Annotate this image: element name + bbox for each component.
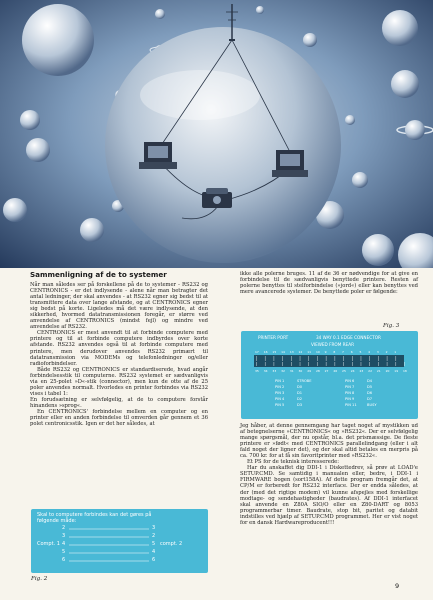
right-column-lower xyxy=(240,423,418,526)
pin-number-bottom: 23 xyxy=(359,369,364,373)
pin-number-top: 11 xyxy=(307,350,312,354)
pin-label: PIN 7 xyxy=(345,385,355,389)
page-number: 9 xyxy=(395,582,400,590)
fig2-right-number: 6 xyxy=(152,557,156,563)
view-label: VIEWED FROM REAR xyxy=(311,342,354,347)
printer-port-label: PRINTER PORT xyxy=(258,335,289,340)
pin-label: PIN 4 xyxy=(275,397,285,401)
pin-number-top: 1 xyxy=(394,350,397,354)
paragraph: Når man således ser på forskellene på de to systemer - RS232 og CENTRONICS - er det indlysende - alene når man betragter det antal ledninger, der skal anvendes - at RS232 egner sig bedst til at transmittere data over lange afstande, og at CENTRONICS egner sig bedst på korte. Ligeledes må det være indlysende, at den sikkerhed, hvormed datatransmissionen foregår, er større ved anvendelse af CENTRONICS (mindst fejl) og mindre ved anvendelse af RS232. xyxy=(30,282,208,331)
fig2-right-number: 5 xyxy=(152,541,156,547)
pin-number-top: 13 xyxy=(289,350,294,354)
pin-number-bottom: 34 xyxy=(263,369,268,373)
paragraph: En CENTRONICS' forbindelse mellem en computer og en printer eller en anden forbindelse til omverden går gennem et 36 polet centronicsstik. Igen er det her således, at xyxy=(30,408,208,428)
fig2-right-number: 4 xyxy=(152,549,156,555)
fig2-line: Skal to computere forbindes kan det gøres på xyxy=(37,512,152,518)
pin-number-top: 17 xyxy=(255,350,259,354)
fig2-left-number: 4 xyxy=(62,541,66,547)
pin-number-bottom: 28 xyxy=(315,369,320,373)
pin-number-top: 12 xyxy=(298,350,303,354)
fig3-box xyxy=(241,331,418,419)
pin-number-bottom: 26 xyxy=(333,369,338,373)
pin-signal: BUSY xyxy=(367,403,377,407)
pin-number-top: 5 xyxy=(359,350,362,354)
pin-number-top: 10 xyxy=(315,350,320,354)
left-column xyxy=(30,270,208,427)
pin-number-top: 4 xyxy=(368,350,371,354)
pin-number-bottom: 32 xyxy=(281,369,285,373)
pin-number-bottom: 19 xyxy=(394,369,399,373)
pin-number-top: 15 xyxy=(272,350,277,354)
right-column xyxy=(240,271,418,295)
pin-signal: D3 xyxy=(297,403,303,407)
pin-number-top: 7 xyxy=(342,350,344,354)
pin-label: PIN 8 xyxy=(345,391,355,395)
pin-signal: D7 xyxy=(367,397,373,401)
pin-signal: STROBE xyxy=(297,379,312,383)
pin-signal: D6 xyxy=(367,391,373,395)
paragraph: Både RS232 og CENTRONICS er standardiserede, hvad angår forbindelsesstik til computerne. RS232 systemet er sædvanligvis via en 25-polet »D«-stik (connector), men kun de otte af de 25 poler anvendes normalt. Hvorledes en printer forbindes via RS232 vises i tabel 1: xyxy=(30,366,208,397)
space-scene xyxy=(0,0,433,268)
pin-label: PIN 1 xyxy=(275,379,285,383)
fig2-right-label: compt. 2 xyxy=(160,541,183,547)
pin-label: PIN 9 xyxy=(345,397,355,401)
edge-connector-diagram xyxy=(241,331,418,419)
pin-number-top: 9 xyxy=(324,350,327,354)
fig2-left-number: 3 xyxy=(62,533,66,539)
pin-signal: D5 xyxy=(367,385,373,389)
pin-signal: D1 xyxy=(297,391,303,395)
hero-illustration xyxy=(0,0,433,268)
pin-number-bottom: 25 xyxy=(342,369,346,373)
computer-left-icon xyxy=(139,142,177,169)
pin-number-bottom: 21 xyxy=(376,369,381,373)
pin-label: PIN 5 xyxy=(275,403,285,407)
pin-number-top: 16 xyxy=(263,350,268,354)
paragraph: CENTRONICS er mest anvendt til at forbinde computere med printere og til at forbinde computere indbyrdes over korte afstande. RS232 anvendes også til at forbinde computere med printere, men derudover anvendes RS232 primært til datatransmission via MODEMs og telefonledninger og/eller radioforbindelser. xyxy=(30,330,208,367)
fig2-line: følgende måde: xyxy=(37,518,77,524)
pin-signal: D0 xyxy=(297,385,303,389)
pin-number-bottom: 35 xyxy=(255,369,259,373)
paragraph: Et PS for de teknisk interesserede: xyxy=(247,459,339,466)
pin-number-top: 2 xyxy=(385,350,388,354)
paragraph: Har du anskaffet dig DDI-1 i Diskettedrev, så prøv at LOAD'e SETUP.CMD. Se samtidig i manualen eller, bedre, i DDI-1 i FIRMWARE bogen (sort158A). Af dette program fremgår det, at CP/M er forberedt for RS232 interface. Der er endda således, at der (med det rigtige modem) vil kunne afspejles med forskellige modtage- og sendehastigheder (baudrates). Af DDI-1 interfacet skal anvende en Z80A SIO/O eller en Z80-DART og 8053 programmerbar timer. Baudrate, stop bit, paritet og databit indstilles ved hjælp af SETUP.CMD programmet. Her er vist noget for en dansk Hardwareproducent!!! xyxy=(240,465,418,526)
fig2-right-number: 2 xyxy=(152,533,156,539)
pin-number-top: 3 xyxy=(376,350,379,354)
pin-number-top: 14 xyxy=(281,350,285,354)
fig2-right-number: 3 xyxy=(152,525,156,531)
pin-number-bottom: 31 xyxy=(289,369,294,373)
pin-signal: D2 xyxy=(297,397,303,401)
pin-number-bottom: 29 xyxy=(307,369,312,373)
pin-number-bottom: 27 xyxy=(324,369,329,373)
pin-number-bottom: 18 xyxy=(403,369,407,373)
pin-number-bottom: 22 xyxy=(368,369,373,373)
paragraph: ikke alle polerne bruges. 11 af de 36 er nødvendige for at give en forbindelse til de sædvanligvis benyttede printere. Resten af polerne benyttes til stelforbindelse (»jord«) eller kan benyttes ved mere avancerede systemer. De benyttede poler er følgende: xyxy=(240,271,418,296)
pin-signal: D4 xyxy=(367,379,373,383)
edge-connector xyxy=(254,355,404,367)
pin-label: PIN 6 xyxy=(345,379,355,383)
fig2-left-number: 5 xyxy=(62,549,66,555)
paragraph: En forudsætning er selvfølgelig, at de to computere forstår hinandens »sprog«. xyxy=(30,396,208,409)
pin-label: PIN 3 xyxy=(275,391,285,395)
pin-number-bottom: 20 xyxy=(385,369,390,373)
fig2-caption: Fig. 2 xyxy=(31,576,48,582)
fig2-left-number: 2 xyxy=(62,525,66,531)
pin-label: PIN 2 xyxy=(275,385,285,389)
central-globe xyxy=(105,27,341,263)
fig2-left-label: Compt. 1 xyxy=(37,541,60,547)
pin-number-bottom: 24 xyxy=(350,369,355,373)
pin-number-bottom: 33 xyxy=(272,369,277,373)
fig3-caption: Fig. 3 xyxy=(383,323,400,329)
pin-number-top: 6 xyxy=(350,350,353,354)
paragraph: Jeg håber, at denne gennemgang har taget noget af mystikken ud af betegnelserne »CENTRONICS« og »RS232«. Der er selvfølgelig mange spørgsmål, der nu opstår, bl.a. det prismæssige. De fleste printere er »født« med CENTRONICS parallelindgang (eller i alt fald noget der ligner det), og der skal altid betales en merpris på ca. 700 kr. for at få sin favoritprinter med »RS232«. xyxy=(240,423,418,460)
telephone-icon xyxy=(202,188,232,208)
fig2-left-number: 6 xyxy=(62,557,66,563)
section-heading: Sammenligning af de to systemer xyxy=(30,270,167,279)
pin-number-bottom: 30 xyxy=(298,369,303,373)
pin-number-top: 8 xyxy=(333,350,336,354)
fig2-box xyxy=(31,509,208,573)
connector-label: 34 WAY 0.1 EDGE CONNECTOR xyxy=(316,335,381,340)
computer-right-icon xyxy=(272,150,308,177)
pin-label: PIN 11 xyxy=(345,403,357,407)
